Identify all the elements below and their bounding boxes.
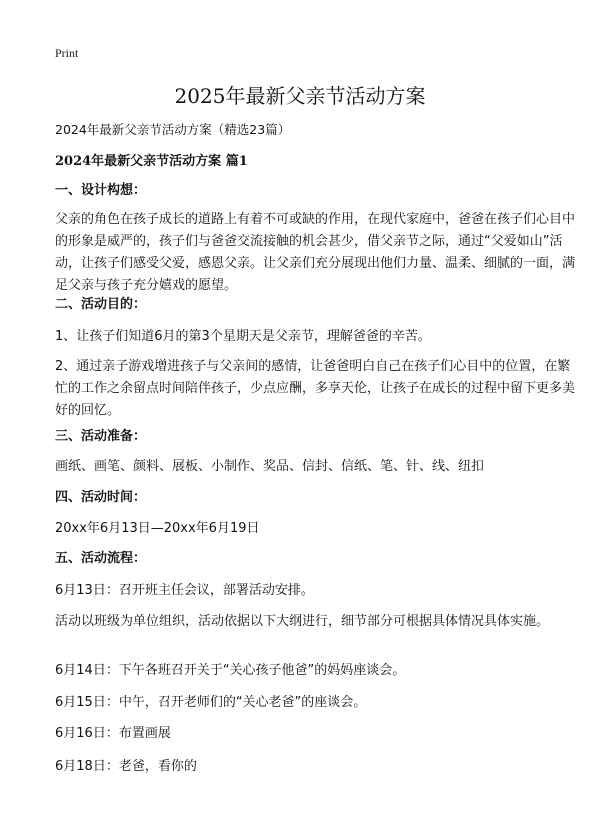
section-heading-design: 一、设计构想：: [55, 183, 147, 198]
print-link[interactable]: Print: [55, 46, 79, 60]
page-title: 2025年最新父亲节活动方案: [174, 84, 426, 108]
section-body-prep: 画纸、画笔、颜料、展板、小制作、奖品、信封、信纸、笔、针、线、纽扣: [55, 459, 485, 474]
section-heading-prep: 三、活动准备：: [55, 429, 147, 444]
flow-item: 6月14日：下午各班召开关于“关心孩子他爸”的妈妈座谈会。: [55, 663, 406, 678]
section-body-design: 父亲的角色在孩子成长的道路上有着不可或缺的作用，在现代家庭中，爸爸在孩子们心目中的形象是威严的，孩子们与爸爸交流接触的机会甚少，借父亲节之际，通过“父爱如山”活动，让孩子们感受父爱，感恩父亲。让父亲们充分展现出他们力量、温柔、细腻的一面，满足父亲与孩子充分嬉戏的愿望。: [55, 212, 576, 293]
flow-item: 6月15日：中午，召开老师们的“关心老爸”的座谈会。: [55, 695, 367, 710]
flow-item: 6月18日：老爸，看你的: [55, 759, 197, 774]
section-body-time: 20xx年6月13日—20xx年6月19日: [55, 521, 260, 536]
section-heading-time: 四、活动时间：: [55, 490, 147, 505]
goal-item: 2、通过亲子游戏增进孩子与父亲间的感情，让爸爸明白自己在孩子们心目中的位置，在繁忙的工作之余留点时间陪伴孩子，少点应酬，多享天伦，让孩子在成长的过程中留下更多美好的回忆。: [55, 359, 576, 418]
document-subtitle: 2024年最新父亲节活动方案（精选23篇）: [55, 122, 291, 137]
flow-item: 活动以班级为单位组织，活动依据以下大纲进行，细节部分可根据具体情况具体实施。: [55, 614, 550, 629]
section-heading-goals: 二、活动目的：: [55, 297, 147, 312]
flow-item: 6月13日：召开班主任会议，部署活动安排。: [55, 583, 314, 598]
flow-item: 6月16日：布置画展: [55, 726, 171, 741]
article-heading: 2024年最新父亲节活动方案 篇1: [55, 154, 248, 169]
goal-item: 1、让孩子们知道6月的第3个星期天是父亲节，理解爸爸的辛苦。: [55, 329, 431, 344]
section-heading-flow: 五、活动流程：: [55, 551, 147, 566]
